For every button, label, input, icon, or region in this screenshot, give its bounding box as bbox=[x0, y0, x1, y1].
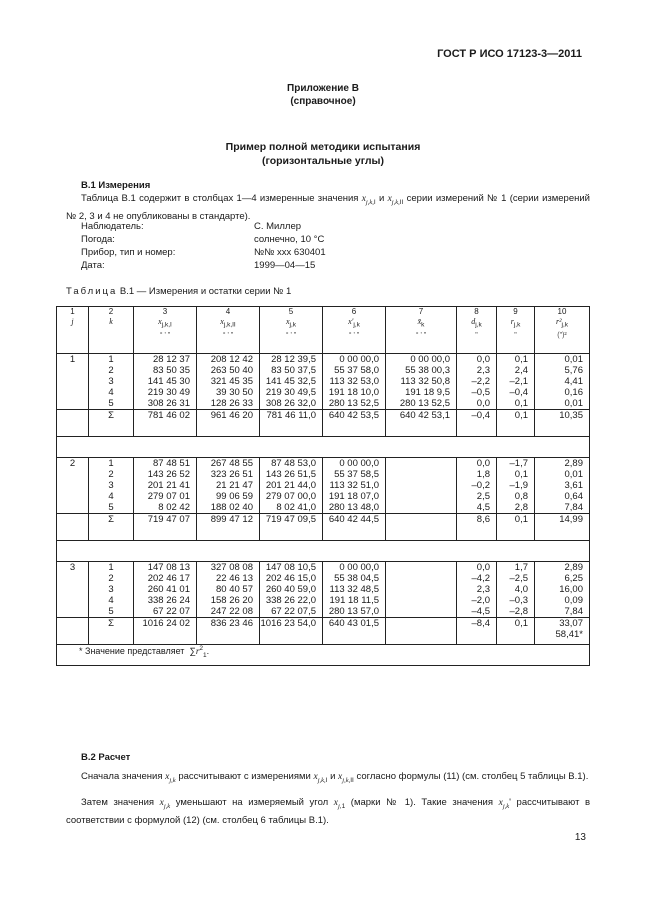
separator-row bbox=[57, 541, 590, 562]
table-row bbox=[57, 354, 590, 410]
sum-c10: 10,35 bbox=[535, 410, 590, 437]
cell-c9: –1,7 0,1 –1,9 0,8 2,8 bbox=[497, 458, 535, 514]
sum-c7 bbox=[386, 618, 457, 645]
series-j: 3 bbox=[57, 562, 89, 618]
cell-c4: 267 48 55 323 26 51 21 21 47 99 06 59 188 02 40 bbox=[197, 458, 260, 514]
sum-c9: 0,1 bbox=[497, 514, 535, 541]
cell-c5: 147 08 10,5 202 46 15,0 260 40 59,0 338 26 22,0 67 22 07,5 bbox=[260, 562, 323, 618]
cell-k: 1 2 3 4 5 bbox=[89, 562, 134, 618]
sum-c6: 640 42 44,5 bbox=[323, 514, 386, 541]
sum-c5: 1016 23 54,0 bbox=[260, 618, 323, 645]
sum-c4: 836 23 46 bbox=[197, 618, 260, 645]
document-header: ГОСТ Р ИСО 17123-3—2011 bbox=[437, 48, 582, 60]
series-j: 2 bbox=[57, 458, 89, 514]
cell-c3: 28 12 37 83 50 35 141 45 30 219 30 49 308 26 31 bbox=[134, 354, 197, 410]
separator-row bbox=[57, 437, 590, 458]
cell-c7 bbox=[386, 458, 457, 514]
column-header: 7 $x̄_k$ ° ' " bbox=[386, 307, 457, 354]
cell-c6: 0 00 00,0 55 38 04,5 113 32 48,5 191 18 11,5 280 13 57,0 bbox=[323, 562, 386, 618]
cell-k: 1 2 3 4 5 bbox=[89, 354, 134, 410]
column-header: 10 $r^2_{j,k}$ (")² bbox=[535, 307, 590, 354]
sum-c7 bbox=[386, 514, 457, 541]
section-title: Пример полной методики испытания (горизонтальные углы) bbox=[225, 141, 421, 167]
cell-c9: 0,1 2,4 –2,1 –0,4 0,1 bbox=[497, 354, 535, 410]
cell-c4: 327 08 08 22 46 13 80 40 57 158 26 20 247 22 08 bbox=[197, 562, 260, 618]
sum-c4: 899 47 12 bbox=[197, 514, 260, 541]
column-header: 9 $r_{j,k}$ " bbox=[497, 307, 535, 354]
sum-row bbox=[57, 410, 590, 437]
sum-c9: 0,1 bbox=[497, 410, 535, 437]
table-row bbox=[57, 562, 590, 618]
cell-c8: 0,0 –4,2 2,3 –2,0 –4,5 bbox=[457, 562, 497, 618]
sum-c8: –0,4 bbox=[457, 410, 497, 437]
sum-row bbox=[57, 618, 590, 645]
appendix-title: Приложение В (справочное) bbox=[287, 83, 359, 107]
cell-c5: 28 12 39,5 83 50 37,5 141 45 32,5 219 30 49,5 308 26 32,0 bbox=[260, 354, 323, 410]
column-header: 2 k bbox=[89, 307, 134, 354]
sum-c7: 640 42 53,1 bbox=[386, 410, 457, 437]
sum-c3: 1016 24 02 bbox=[134, 618, 197, 645]
cell-c6: 0 00 00,0 55 37 58,5 113 32 51,0 191 18 07,0 280 13 48,0 bbox=[323, 458, 386, 514]
sum-c6: 640 43 01,5 bbox=[323, 618, 386, 645]
page-number: 13 bbox=[574, 832, 586, 843]
sum-row bbox=[57, 514, 590, 541]
cell-c3: 87 48 51 143 26 52 201 21 41 279 07 01 8 02 42 bbox=[134, 458, 197, 514]
cell-c8: 0,0 2,3 –2,2 –0,5 0,0 bbox=[457, 354, 497, 410]
measurements-paragraph: Таблица В.1 содержит в столбцах 1—4 измеренные значения $x_{j,k,I}$ и $x_{j,k,II}$ серии измерений № 1 (серии измерений № 2, 3 и 4 не опубликованы в стандарте). bbox=[66, 193, 590, 222]
section-heading-measurements: В.1 Измерения bbox=[81, 180, 151, 191]
measurements-table bbox=[56, 306, 590, 666]
sum-c3: 719 47 07 bbox=[134, 514, 197, 541]
cell-k: 1 2 3 4 5 bbox=[89, 458, 134, 514]
cell-c4: 208 12 42 263 50 40 321 45 35 39 30 50 128 26 33 bbox=[197, 354, 260, 410]
column-header: 1 j bbox=[57, 307, 89, 354]
sum-c3: 781 46 02 bbox=[134, 410, 197, 437]
cell-c7 bbox=[386, 562, 457, 618]
sum-c10: 14,99 bbox=[535, 514, 590, 541]
cell-c6: 0 00 00,0 55 37 58,0 113 32 53,0 191 18 10,0 280 13 52,5 bbox=[323, 354, 386, 410]
cell-c10: 2,89 6,25 16,00 0,09 7,84 bbox=[535, 562, 590, 618]
sum-c5: 781 46 11,0 bbox=[260, 410, 323, 437]
column-header: 8 $d_{j,k}$ " bbox=[457, 307, 497, 354]
cell-c5: 87 48 53,0 143 26 51,5 201 21 44,0 279 07 00,0 8 02 41,0 bbox=[260, 458, 323, 514]
sum-symbol: Σ bbox=[89, 410, 134, 437]
sum-c8: –8,4 bbox=[457, 618, 497, 645]
section-heading-calculation: В.2 Расчет bbox=[81, 752, 131, 763]
table-footnote: * Значение представляет $\sum r^2_1$. bbox=[57, 645, 590, 666]
table-header-row bbox=[57, 307, 590, 354]
sum-symbol: Σ bbox=[89, 618, 134, 645]
sum-c5: 719 47 09,5 bbox=[260, 514, 323, 541]
column-header: 4 $x_{j,k,II}$ ° ' " bbox=[197, 307, 260, 354]
cell-c8: 0,0 1,8 –0,2 2,5 4,5 bbox=[457, 458, 497, 514]
calculation-paragraph-2: Затем значения $x_{j,k}$ уменьшают на измеряемый угол $x_{j,1}$ (марки № 1). Такие значения $x_{j,k}'$ рассчитывают в соответствии с формулой (12) (см. столбец 6 таблицы В.1). bbox=[66, 797, 591, 826]
cell-c10: 2,89 0,01 3,61 0,64 7,84 bbox=[535, 458, 590, 514]
column-header: 5 $x_{j,k}$ ° ' " bbox=[260, 307, 323, 354]
sum-c10: 33,07 58,41* bbox=[535, 618, 590, 645]
column-header: 3 $x_{j,k,I}$ ° ' " bbox=[134, 307, 197, 354]
column-header: 6 $x'_{j,k}$ ° ' " bbox=[323, 307, 386, 354]
cell-c7: 0 00 00,0 55 38 00,3 113 32 50,8 191 18 9,5 280 13 52,5 bbox=[386, 354, 457, 410]
table-row bbox=[57, 458, 590, 514]
sum-c6: 640 42 53,5 bbox=[323, 410, 386, 437]
sum-c8: 8,6 bbox=[457, 514, 497, 541]
sum-c4: 961 46 20 bbox=[197, 410, 260, 437]
sum-symbol: Σ bbox=[89, 514, 134, 541]
table-caption: Таблица В.1 — Измерения и остатки серии № 1 bbox=[66, 286, 292, 297]
sum-c9: 0,1 bbox=[497, 618, 535, 645]
cell-c9: 1,7 –2,5 4,0 –0,3 –2,8 bbox=[497, 562, 535, 618]
cell-c10: 0,01 5,76 4,41 0,16 0,01 bbox=[535, 354, 590, 410]
info-labels: Наблюдатель: Погода: Прибор, тип и номер: Дата: bbox=[81, 221, 176, 271]
footnote-row bbox=[57, 645, 590, 666]
cell-c3: 147 08 13 202 46 17 260 41 01 338 26 24 67 22 07 bbox=[134, 562, 197, 618]
series-j: 1 bbox=[57, 354, 89, 410]
calculation-paragraph-1: Сначала значения $x_{j,k}$ рассчитывают с измерениями $x_{j,k,I}$ и $x_{j,k,II}$ согласно формулы (11) (см. столбец 5 таблицы В.1). bbox=[81, 771, 589, 784]
info-values: С. Миллер солнечно, 10 °С №№ ххх 630401 1999—04—15 bbox=[254, 221, 326, 271]
